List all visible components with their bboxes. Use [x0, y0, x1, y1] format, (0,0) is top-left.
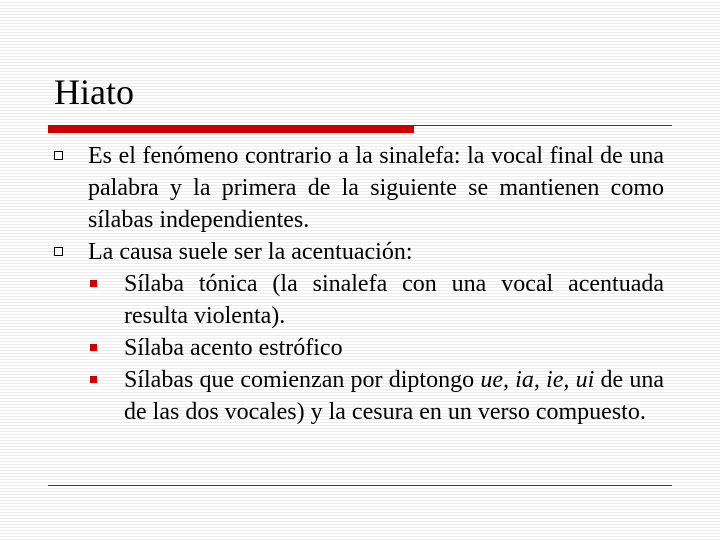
bullet-item-2 [54, 236, 664, 268]
title-divider-bar [48, 125, 414, 133]
bullet-text: Es el fenómeno contrario a la sinalefa: la vocal final de una palabra y la primera de la siguiente se mantienen como sílabas independientes. [88, 143, 664, 233]
filled-square-bullet-icon [90, 280, 97, 287]
slide-title: Hiato [54, 72, 134, 112]
sub-bullet-text [124, 364, 664, 428]
hollow-square-bullet-icon [54, 151, 63, 160]
sub-bullet-item-1 [54, 268, 664, 332]
sub-bullet-text: Sílaba tónica (la sinalefa con una vocal acentuada resulta violenta). [124, 271, 664, 329]
bullet-text: La causa suele ser la acentuación: [88, 239, 413, 265]
sub-bullet-text: Sílaba acento estrófico [124, 335, 343, 361]
sub-bullet-text-italic: ue, ia, ie, ui [480, 367, 595, 393]
filled-square-bullet-icon [90, 376, 97, 383]
footer-divider-line [48, 485, 672, 486]
sub-bullet-item-2 [54, 332, 664, 364]
sub-bullet-text-start: Sílabas que comienzan por diptongo [124, 367, 481, 393]
hollow-square-bullet-icon [54, 247, 63, 256]
slide-body [54, 140, 664, 428]
sub-bullet-item-3 [54, 364, 664, 428]
title-divider [48, 121, 672, 133]
sub-bullet-text-end: de una de las dos vocales) y la cesura en un verso compuesto. [124, 367, 664, 425]
filled-square-bullet-icon [90, 344, 97, 351]
bullet-item-1 [54, 140, 664, 236]
